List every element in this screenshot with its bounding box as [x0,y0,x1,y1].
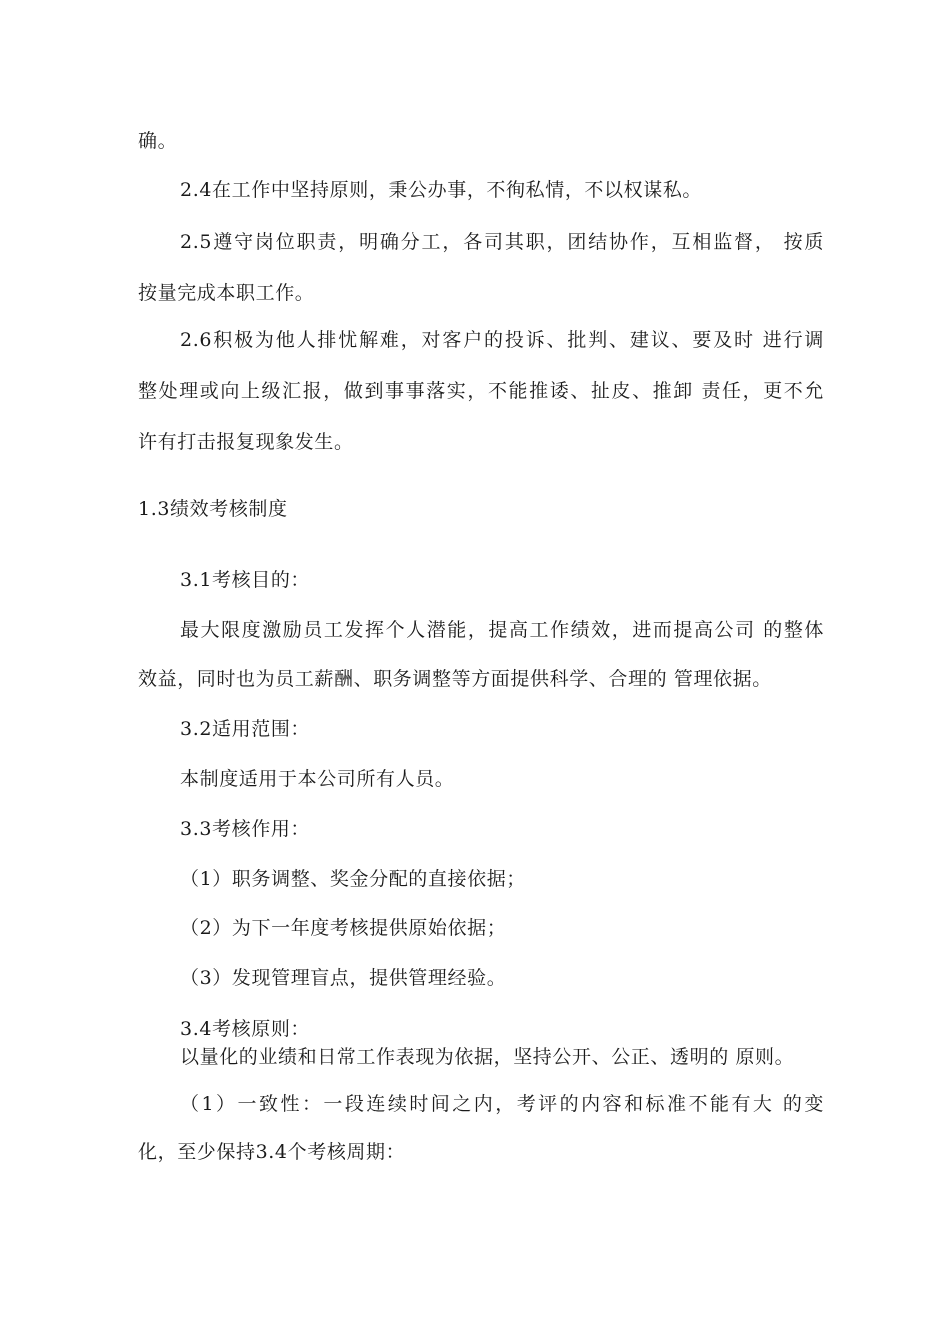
subsection-heading: 3.2适用范围： [180,718,311,740]
list-item: （3）发现管理盲点，提供管理经验。 [180,967,507,989]
clause-2-6: 2.6积极为他人排忧解难，对客户的投诉、批判、建议、要及时 进行调 [180,329,824,351]
list-item: （1）职务调整、奖金分配的直接依据； [180,868,526,890]
text-line: 按量完成本职工作。 [138,282,315,304]
text-line: 许有打击报复现象发生。 [138,431,354,453]
subsection-heading: 3.3考核作用： [180,818,311,840]
text-line: 以量化的业绩和日常工作表现为依据，坚持公开、公正、透明的 原则。 [180,1046,795,1068]
text-line: 整处理或向上级汇报，做到事事落实，不能推诿、扯皮、推卸 责任，更不允 [138,380,824,402]
text-line: 确。 [138,130,178,152]
text-line: 最大限度激励员工发挥个人潜能，提高工作绩效，进而提高公司 的整体 [180,619,824,641]
text-line: 化，至少保持3.4个考核周期： [138,1141,406,1163]
clause-2-5: 2.5遵守岗位职责，明确分工，各司其职，团结协作，互相监督， 按质 [180,231,824,253]
list-item: （1）一致性：一段连续时间之内，考评的内容和标准不能有大 的变 [180,1093,824,1115]
clause-2-4: 2.4在工作中坚持原则，秉公办事，不徇私情，不以权谋私。 [180,179,703,201]
subsection-heading: 3.4考核原则： [180,1018,311,1040]
list-item: （2）为下一年度考核提供原始依据； [180,917,507,939]
text-line: 本制度适用于本公司所有人员。 [180,768,455,790]
section-heading: 1.3绩效考核制度 [138,498,288,520]
text-line: 效益，同时也为员工薪酬、职务调整等方面提供科学、合理的 管理依据。 [138,668,772,690]
subsection-heading: 3.1考核目的： [180,569,311,591]
